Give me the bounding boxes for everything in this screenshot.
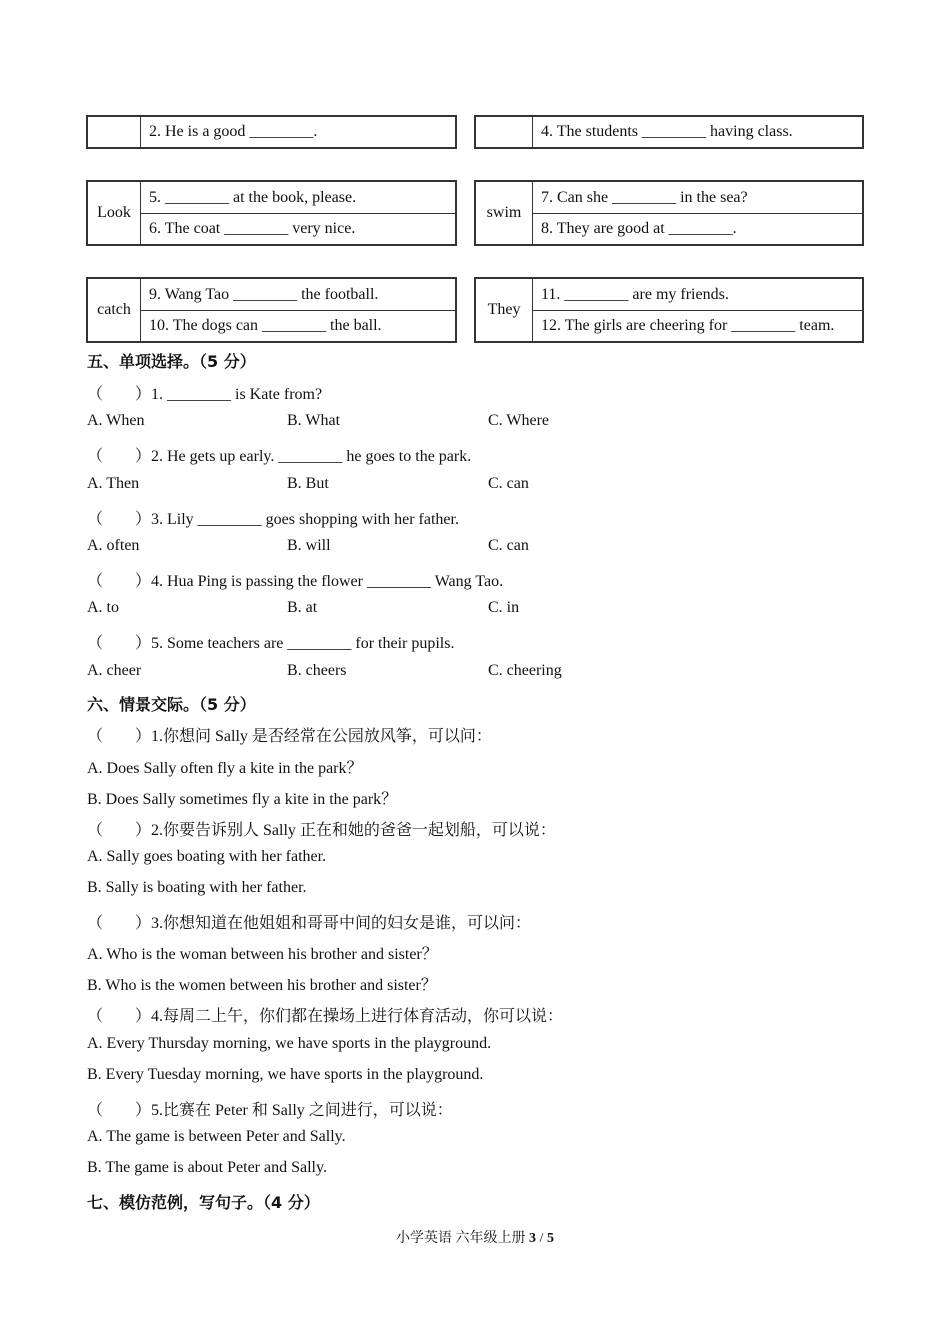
option: A. often [87,537,140,554]
table-key: They [476,279,533,341]
table-key: swim [476,182,533,244]
section-6-title: 六、情景交际。（5 分） [87,695,256,714]
table-row: 12. The girls are cheering for ________ team. [532,310,862,341]
table-row: 8. They are good at ________. [532,213,862,244]
option: A. Then [87,475,140,492]
question: （ ）5. Some teachers are ________ for their pupils. [87,635,455,652]
question: （ ）3.你想知道在他姐姐和哥哥中间的妇女是谁，可以问： [87,915,532,932]
table-row: 11. ________ are my friends. [541,285,729,303]
option: B. Who is the women between his brother and sister？ [87,977,437,994]
fill-table-5 [86,277,457,343]
footer-page-number: 3 [529,1231,537,1246]
table-row: 2. He is a good ________. [149,123,318,140]
section-7-title: 七、模仿范例，写句子。（4 分） [87,1193,320,1212]
question: （ ）5.比赛在 Peter 和 Sally 之间进行，可以说： [87,1102,453,1119]
option: A. Does Sally often fly a kite in the park？ [87,760,363,777]
option: C. can [488,475,529,492]
section-5-title: 五、单项选择。（5 分） [87,352,256,371]
option: A. Every Thursday morning, we have sports in the playground. [87,1035,492,1052]
option: B. at [287,599,318,616]
option: B. But [287,475,329,492]
table-row: 6. The coat ________ very nice. [140,213,455,244]
option: C. in [488,599,520,616]
fill-table-3 [86,180,457,246]
option: B. cheers [287,662,347,679]
question: （ ）2. He gets up early. ________ he goes to the park. [87,448,472,465]
footer-page-total: 5 [546,1231,554,1246]
option: B. The game is about Peter and Sally. [87,1159,327,1176]
option: C. Where [488,412,550,429]
fill-table-6 [474,277,864,343]
table-row: 7. Can she ________ in the sea? [541,188,748,206]
question: （ ）4.每周二上午，你们都在操场上进行体育活动，你可以说： [87,1008,564,1025]
option: C. cheering [488,662,562,679]
fill-table-2 [474,115,864,149]
option: B. Every Tuesday morning, we have sports in the playground. [87,1066,484,1083]
footer-separator: / [536,1231,547,1246]
option: A. cheer [87,662,142,679]
table-row: 4. The students ________ having class. [541,123,793,140]
option: B. Does Sally sometimes fly a kite in the park？ [87,791,398,808]
option: A. Who is the woman between his brother and sister？ [87,946,438,963]
option: A. to [87,599,119,616]
footer-subject: 小学英语 六年级上册 [396,1231,530,1246]
option: B. will [287,537,331,554]
question: （ ）1.你想问 Sally 是否经常在公园放风筝，可以问： [87,728,492,745]
option: C. can [488,537,529,554]
table-row: 9. Wang Tao ________ the football. [149,285,379,303]
table-key [476,117,533,147]
question: （ ）1. ________ is Kate from? [87,386,323,403]
table-key [88,117,141,147]
question: （ ）4. Hua Ping is passing the flower ________ Wang Tao. [87,573,504,590]
option: A. The game is between Peter and Sally. [87,1128,346,1145]
fill-table-4 [474,180,864,246]
table-row: 10. The dogs can ________ the ball. [140,310,455,341]
table-key: Look [88,182,141,244]
page-footer [0,1227,950,1247]
option: A. Sally goes boating with her father. [87,848,327,865]
table-key: catch [88,279,141,341]
option: A. When [87,412,145,429]
fill-table-1 [86,115,457,149]
question: （ ）2.你要告诉别人 Sally 正在和她的爸爸一起划船，可以说： [87,822,556,839]
table-row: 5. ________ at the book, please. [149,188,357,206]
question: （ ）3. Lily ________ goes shopping with her father. [87,511,459,528]
option: B. What [287,412,341,429]
option: B. Sally is boating with her father. [87,879,307,896]
